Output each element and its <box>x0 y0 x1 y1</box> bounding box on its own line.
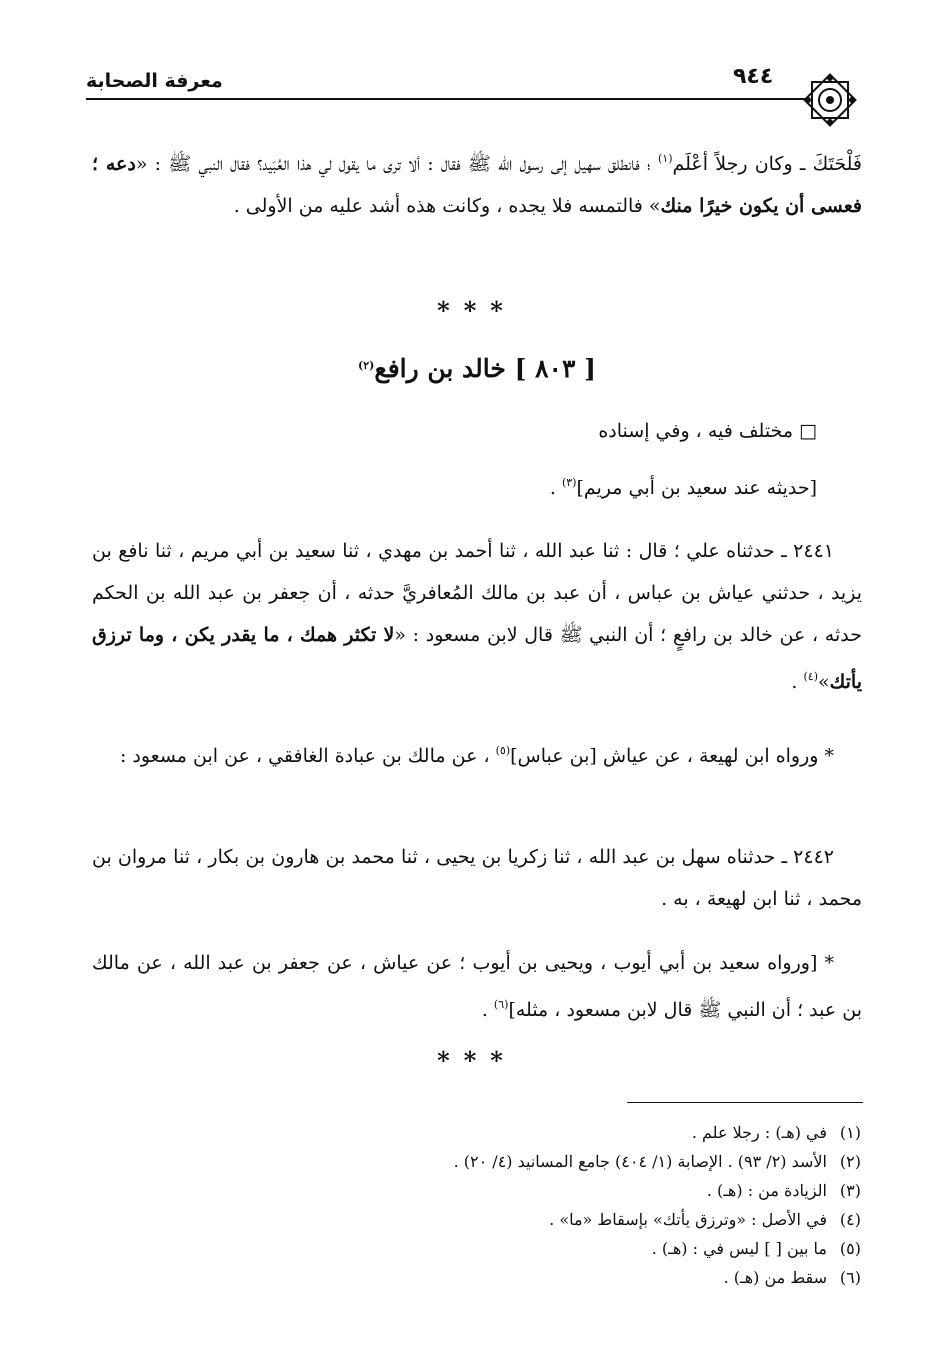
hadith-2442 <box>92 836 862 920</box>
page-number: ٩٤٤ <box>733 64 774 89</box>
footnote-text: ما بين [ ] ليس في : (هـ) . <box>651 1239 827 1258</box>
hadith-2441-close: » <box>817 671 830 693</box>
footnote-ref-1[interactable]: (١) <box>657 152 673 165</box>
footnote-ref-4[interactable]: (٤) <box>803 670 818 683</box>
octagram-ornament-icon <box>798 68 862 132</box>
footnote-number: (٤) <box>839 1210 861 1229</box>
hadith-2441-matn: لا تكثر همك ، ما يقدر يكن ، وما ترزق يأتك <box>92 624 862 693</box>
footnote-3 <box>81 1176 861 1205</box>
footnote-2 <box>81 1147 861 1176</box>
hadith-2441-tail: . <box>791 671 804 693</box>
footnote-5 <box>81 1234 861 1263</box>
footnote-text: الأسد (٢/ ٩٣) . الإصابة (١/ ٤٠٤) جامع المسانيد (٤/ ٢٠) . <box>453 1152 827 1171</box>
continuation-text-1: فَلْحَتَكَ ـ وكان رجلاً أعْلَم <box>672 153 863 175</box>
footnote-text: في (هـ) : رجلا علم . <box>691 1123 827 1142</box>
footnote-text: في الأصل : «وترزق يأتك» بإسقاط «ما» . <box>549 1210 827 1229</box>
section-separator: *** <box>437 296 517 325</box>
riwaya-ibn-lahia <box>92 730 862 777</box>
header-rule <box>86 98 808 100</box>
hadith-2441 <box>92 530 862 703</box>
intro-line-2-end: . <box>549 477 562 499</box>
section-heading-text: [ ٨٠٣ ] خالد بن رافع <box>374 354 596 383</box>
section-heading <box>92 354 862 383</box>
intro-line-1: □ مختلف فيه ، وفي إسناده <box>598 420 817 442</box>
footnote-rule <box>627 1102 863 1103</box>
intro-line-2-text: [حديثه عند سعيد بن أبي مريم] <box>576 477 817 499</box>
footnote-text: الزيادة من : (هـ) . <box>706 1181 827 1200</box>
footnote-4 <box>81 1205 861 1234</box>
footnote-ref-6[interactable]: (٦) <box>493 998 509 1011</box>
footnote-number: (١) <box>839 1123 861 1142</box>
footnote-1 <box>81 1118 861 1147</box>
continuation-paragraph <box>92 138 862 227</box>
footnote-number: (٢) <box>839 1152 861 1171</box>
footnote-text: سقط من (هـ) . <box>723 1268 827 1287</box>
continuation-text-3: » فالتمسه فلا يجده ، وكانت هذه أشد عليه من الأولى . <box>233 195 661 217</box>
end-separator: *** <box>437 1046 517 1075</box>
footnote-ref-2[interactable]: (٢) <box>358 359 375 372</box>
intro-line-2 <box>550 476 817 499</box>
footnote-number: (٦) <box>839 1268 861 1287</box>
hadith-2442-text: ٢٤٤٢ ـ حدثناه سهل بن عبد الله ، ثنا زكريا بن يحيى ، ثنا محمد بن هارون بن بكار ، ثنا مروان بن محمد ، ثنا ابن لهيعة ، به . <box>92 846 862 910</box>
footnote-ref-5[interactable]: (٥) <box>495 744 511 757</box>
running-title: معرفة الصحابة <box>86 70 223 92</box>
prophetic-quote: دعه ؛ فعسى أن يكون خيرًا منك <box>92 153 862 217</box>
riwaya-1-text-b: ، عن مالك بن عبادة الغافقي ، عن ابن مسعود : <box>119 745 496 767</box>
riwaya-2-text-b: . <box>481 999 494 1021</box>
riwaya-saeed <box>92 942 862 1031</box>
footnote-number: (٥) <box>839 1239 861 1258</box>
continuation-text-2: ؛ فانطلق سهيل إلى رسول الله ﷺ فقال : ألا ترى ما يقول لي هذا العُبَيد؟ فقال النبي ﷺ : « <box>135 153 658 175</box>
footnotes <box>81 1118 861 1292</box>
footnote-ref-3[interactable]: (٣) <box>561 476 577 489</box>
footnote-6 <box>81 1263 861 1292</box>
footnote-number: (٣) <box>839 1181 861 1200</box>
riwaya-2-text-a: * [ورواه سعيد بن أبي أيوب ، ويحيى بن أيوب ؛ عن عياش ، عن جعفر بن عبد الله ، عن مالك بن عبد ؛ أن النبي ﷺ قال لابن مسعود ، مثله] <box>92 952 862 1021</box>
riwaya-1-text-a: * ورواه ابن لهيعة ، عن عياش [بن عباس] <box>510 745 834 767</box>
hadith-2441-text: ٢٤٤١ ـ حدثناه علي ؛ قال : ثنا عبد الله ، ثنا أحمد بن مهدي ، ثنا سعيد بن أبي مريم ، ثنا نافع بن يزيد ، حدثني عياش بن عباس ، أن عبد بن مالك المُعافريَّ حدثه ، أن جعفر بن عبد الله بن الحكم حدثه ، عن خالد بن رافعٍ ؛ أن النبي ﷺ قال لابن مسعود : « <box>92 540 862 646</box>
